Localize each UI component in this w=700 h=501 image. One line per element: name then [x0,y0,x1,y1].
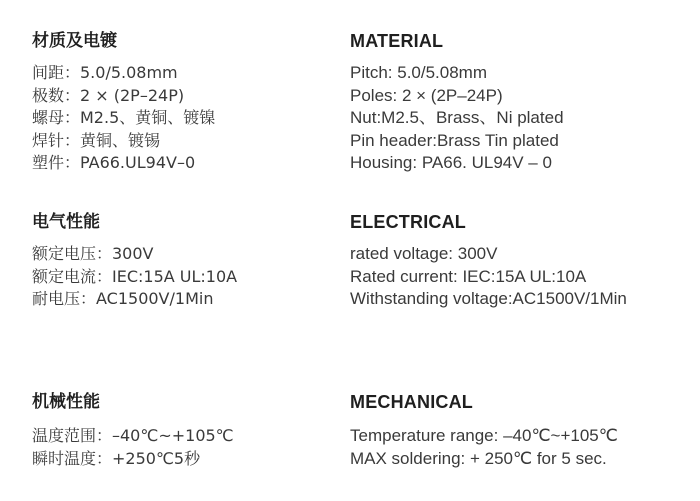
housing-line-cn: 塑件：PA66.UL94V–0 [32,153,196,172]
temperature-range-line-en: Temperature range: –40℃~+105℃ [350,426,618,445]
poles-line-en: Poles: 2 × (2P–24P) [350,85,503,105]
chinese-column [32,0,362,501]
electrical-lines-en [350,243,680,311]
electrical-heading-cn: 电气性能 [32,212,100,232]
pitch-line-cn: 间距：5.0/5.08mm [32,63,178,82]
pin-header-line-en: Pin header:Brass Tin plated [350,130,559,150]
mechanical-section-cn [32,390,362,470]
electrical-lines-cn [32,243,362,311]
material-lines-cn [32,62,362,175]
rated-current-line-en: Rated current: IEC:15A UL:10A [350,266,587,286]
material-section-cn [32,29,362,175]
rated-current-line-cn: 额定电流：IEC:15A UL:10A [32,266,238,286]
material-heading-cn: 材质及电镀 [32,31,117,51]
rated-voltage-line-cn: 额定电压：300V [32,244,154,263]
material-lines-en [350,62,680,175]
soldering-line-cn: 瞬时温度：+250℃5秒 [32,448,201,468]
pin-header-line-cn: 焊针：黄铜、镀锡 [32,130,161,150]
nut-line-cn: 螺母：M2.5、黄铜、镀镍 [32,108,216,127]
electrical-section-en [350,210,680,311]
material-section-en [350,29,680,175]
rated-voltage-line-en: rated voltage: 300V [350,244,498,263]
poles-line-cn: 极数：2 × (2P–24P) [32,85,185,105]
english-column [350,0,680,501]
material-heading-en: MATERIAL [350,31,444,51]
mechanical-heading-en: MECHANICAL [350,392,473,412]
nut-line-en: Nut:M2.5、Brass、Ni plated [350,108,564,127]
housing-line-en: Housing: PA66. UL94V – 0 [350,153,552,172]
withstanding-voltage-line-cn: 耐电压：AC1500V/1Min [32,289,214,308]
withstanding-voltage-line-en: Withstanding voltage:AC1500V/1Min [350,289,627,308]
electrical-section-cn [32,210,362,311]
pitch-line-en: Pitch: 5.0/5.08mm [350,63,488,82]
soldering-line-en: MAX soldering: + 250℃ for 5 sec. [350,448,607,468]
mechanical-section-en [350,390,680,470]
electrical-heading-en: ELECTRICAL [350,212,466,232]
temperature-range-line-cn: 温度范围：–40℃~+105℃ [32,426,234,445]
mechanical-heading-cn: 机械性能 [32,392,100,412]
mechanical-lines-cn [32,425,362,470]
mechanical-lines-en [350,425,680,470]
